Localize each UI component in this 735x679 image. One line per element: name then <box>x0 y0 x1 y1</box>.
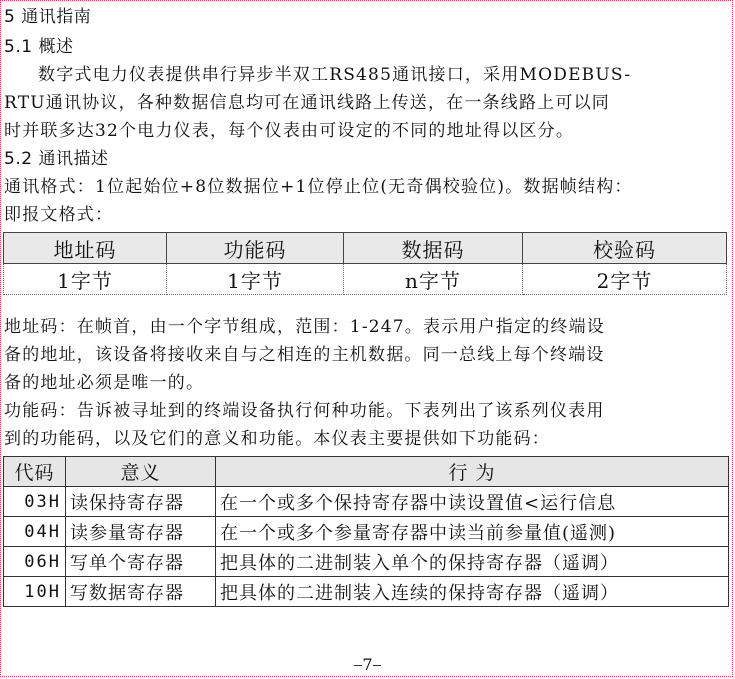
table-row <box>4 577 729 607</box>
function-header-action: 行 为 <box>216 457 729 487</box>
function-code-table <box>3 456 729 607</box>
frame-header-address: 地址码 <box>4 233 167 264</box>
frame-cell-address: 1字节 <box>4 264 167 295</box>
function-header-meaning: 意义 <box>66 457 216 487</box>
function-action: 在一个或多个保持寄存器中读设置值<运行信息 <box>216 487 729 517</box>
section-title: 5 通讯指南 <box>4 7 92 27</box>
subsection-title-description: 5.2 通讯描述 <box>4 149 109 169</box>
frame-header-checksum: 校验码 <box>523 233 727 264</box>
footer-dash-right <box>373 665 381 666</box>
overview-line-2: RTU通讯协议，各种数据信息均可在通讯线路上传送，在一条线路上可以同 <box>4 93 610 113</box>
overview-line-1: 数字式电力仪表提供串行异步半双工RS485通讯接口，采用MODEBUS- <box>38 65 632 85</box>
function-action: 把具体的二进制装入单个的保持寄存器（遥调） <box>216 547 729 577</box>
address-line-2: 备的地址，该设备将接收来自与之相连的主机数据。同一总线上每个终端设 <box>4 345 605 365</box>
function-meaning: 写单个寄存器 <box>66 547 216 577</box>
overview-line-3: 时并联多达32个电力仪表，每个仪表由可设定的不同的地址得以区分。 <box>4 121 575 141</box>
function-header-code: 代码 <box>4 457 66 487</box>
frame-cell-data: n字节 <box>344 264 523 295</box>
frame-cell-function: 1字节 <box>167 264 344 295</box>
function-code: 06H <box>4 547 66 577</box>
function-line-2: 到的功能码，以及它们的意义和功能。本仪表主要提供如下功能码： <box>4 429 550 449</box>
function-meaning: 写数据寄存器 <box>66 577 216 607</box>
frame-structure-table <box>3 232 727 295</box>
frame-header-function: 功能码 <box>167 233 344 264</box>
function-action: 把具体的二进制装入连续的保持寄存器（遥调） <box>216 577 729 607</box>
function-code: 04H <box>4 517 66 547</box>
page-number: 7 <box>362 655 373 674</box>
table-row <box>4 547 729 577</box>
frame-cell-checksum: 2字节 <box>523 264 727 295</box>
function-action: 在一个或多个参量寄存器中读当前参量值(遥测) <box>216 517 729 547</box>
function-line-1: 功能码：告诉被寻址到的终端设备执行何种功能。下表列出了该系列仪表用 <box>4 401 605 421</box>
address-line-1: 地址码：在帧首，由一个字节组成，范围：1-247。表示用户指定的终端设 <box>4 317 606 337</box>
description-line-1: 通讯格式：1位起始位+8位数据位+1位停止位(无奇偶校验位)。数据帧结构： <box>4 177 633 197</box>
table-row <box>4 517 729 547</box>
page-footer <box>0 655 735 674</box>
table-row <box>4 487 729 517</box>
function-code: 03H <box>4 487 66 517</box>
function-code: 10H <box>4 577 66 607</box>
function-meaning: 读保持寄存器 <box>66 487 216 517</box>
function-meaning: 读参量寄存器 <box>66 517 216 547</box>
address-line-3: 备的地址必须是唯一的。 <box>4 373 205 393</box>
description-line-2: 即报文格式： <box>4 205 114 225</box>
subsection-title-overview: 5.1 概述 <box>4 37 74 57</box>
frame-header-data: 数据码 <box>344 233 523 264</box>
